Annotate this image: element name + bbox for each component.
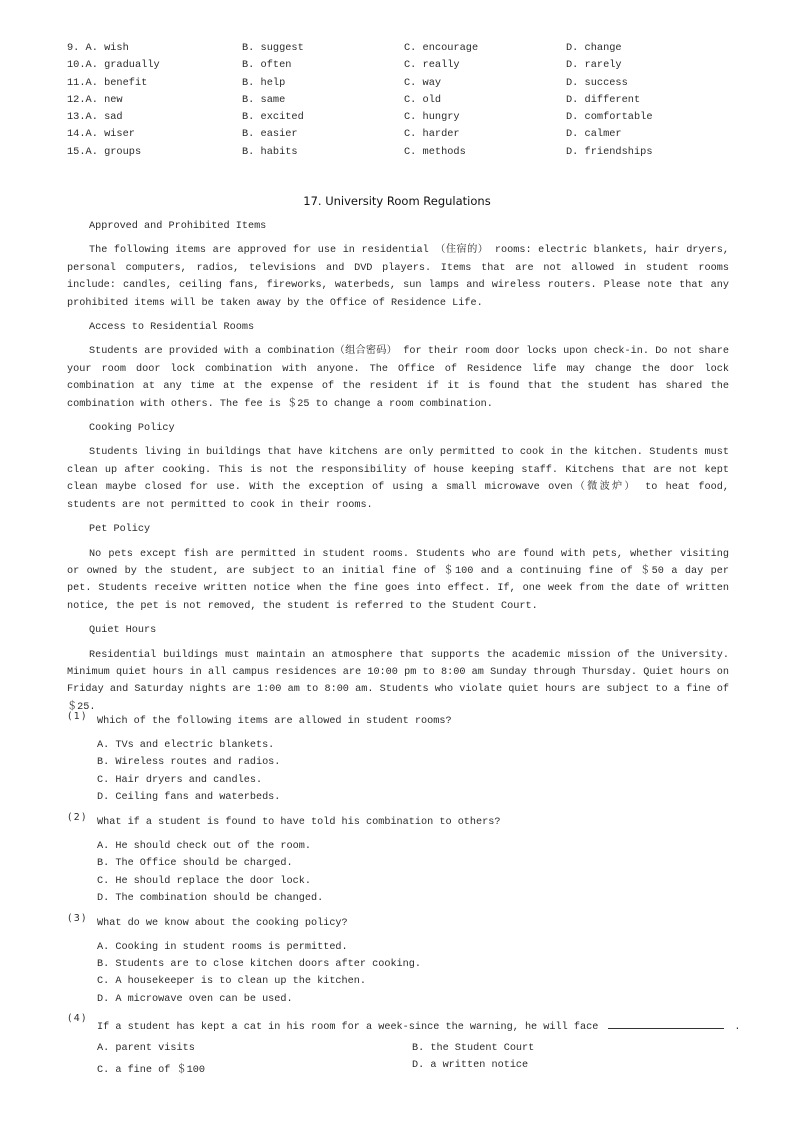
passage-title: 17. University Room Regulations (303, 194, 491, 208)
question-number: (2) (68, 812, 88, 823)
section-paragraph: Students are provided with a combination（组合密码） for their room door locks upon check-in. Do not share your room door lock combination with anyone. The Office of Residence life may change the door lock combination at any time at the expense of the resident if it is found that the student has shared the combination with others. The fee is ＄25 to change a room combination. (67, 346, 729, 410)
options-row (67, 92, 727, 109)
options-row (67, 144, 727, 161)
option-b: B. help (242, 76, 286, 89)
section-heading: Pet Policy (89, 524, 151, 536)
question-text: What if a student is found to have told his combination to others? (97, 817, 501, 828)
answer-blank[interactable] (608, 1018, 724, 1029)
answer-option[interactable]: A. parent visits (97, 1043, 195, 1054)
answer-option[interactable]: B. Students are to close kitchen doors after cooking. (97, 959, 422, 970)
answer-option[interactable]: C. He should replace the door lock. (97, 876, 311, 887)
options-row (67, 40, 727, 57)
question-text (97, 1018, 740, 1033)
section-paragraph: The following items are approved for use in residential （住宿的） rooms: electric blankets, hair dryers, personal computers, radios, televisions and DVD players. Items that are not allowed in student rooms include: candles, ceiling fans, fireworks, waterbeds, sun lamps and wireless routers. Please note that any prohibited items will be taken away by the Office of Residence Life. (67, 245, 729, 309)
option-c: C. really (404, 59, 460, 72)
answer-option[interactable]: D. A microwave oven can be used. (97, 994, 293, 1005)
answer-option[interactable]: D. Ceiling fans and waterbeds. (97, 792, 281, 803)
option-a: 11.A. benefit (67, 76, 148, 89)
answer-option[interactable]: C. A housekeeper is to clean up the kitchen. (97, 976, 366, 987)
section-heading: Quiet Hours (89, 625, 157, 637)
section-heading: Access to Residential Rooms (89, 322, 255, 334)
option-c: C. hungry (404, 111, 460, 124)
section-paragraph: No pets except fish are permitted in student rooms. Students who are found with pets, whether visiting or owned by the student, are subject to an initial fine of ＄100 and a continuing fine of ＄50 a day per pet. Students receive written notice when the fine goes into effect. If, one week from the date of written notice, the pet is not removed, the student is referred to the Student Court. (67, 548, 729, 612)
answer-option[interactable]: D. The combination should be changed. (97, 893, 324, 904)
option-d: D. rarely (566, 59, 622, 72)
option-d: D. change (566, 42, 622, 54)
section-paragraph: Students living in buildings that have kitchens are only permitted to cook in the kitchen. Students must clean up after cooking. This is not the responsibility of house keeping staff. Kitchens that are not kept clean maybe closed for use. With the exception of using a small microwave oven（微波炉） to heat food, students are not permitted to cook in their rooms. (67, 447, 729, 511)
answer-option[interactable]: B. The Office should be charged. (97, 858, 293, 869)
option-c: C. harder (404, 128, 460, 141)
option-c: C. methods (404, 145, 466, 158)
option-c: C. way (404, 76, 442, 89)
question-text: Which of the following items are allowed in student rooms? (97, 716, 452, 727)
answer-option[interactable]: A. He should check out of the room. (97, 841, 311, 852)
options-row (67, 75, 727, 92)
section-heading: Approved and Prohibited Items (89, 221, 267, 232)
answer-option[interactable]: C. a fine of ＄100 (97, 1065, 206, 1076)
passage-body (67, 218, 729, 723)
option-d: D. comfortable (566, 111, 653, 124)
option-a: 12.A. new (67, 93, 123, 106)
answer-option[interactable]: B. the Student Court (412, 1043, 535, 1054)
option-b: B. same (242, 93, 286, 106)
section-heading: Cooking Policy (89, 423, 175, 435)
option-b: B. suggest (242, 42, 304, 54)
question-number: (3) (68, 913, 88, 924)
options-row (67, 57, 727, 74)
option-b: B. easier (242, 128, 298, 141)
question-text-label: If a student has kept a cat in his room for a week-since the warning, he will face (97, 1022, 599, 1033)
answer-option[interactable]: A. Cooking in student rooms is permitted. (97, 942, 348, 953)
section-paragraph: Residential buildings must maintain an atmosphere that supports the academic mission of the University. Minimum quiet hours in all campus residences are 10:00 pm to 8:00 am Sunday through Thursday. Quiet hours on Friday and Saturday nights are 1:00 am to 8:00 am. Students who violate quiet hours are subject to a fine of ＄25. (67, 649, 729, 713)
option-b: B. habits (242, 145, 298, 158)
option-b: B. often (242, 59, 292, 72)
option-a: 10.A. gradually (67, 59, 160, 72)
option-a: 15.A. groups (67, 145, 142, 158)
options-row (67, 109, 727, 126)
option-a: 9. A. wish (67, 42, 129, 54)
answer-option[interactable]: B. Wireless routes and radios. (97, 757, 281, 768)
option-a: 13.A. sad (67, 111, 123, 124)
cloze-options-table (67, 40, 727, 161)
answer-option[interactable]: A. TVs and electric blankets. (97, 740, 275, 751)
option-a: 14.A. wiser (67, 128, 135, 141)
option-d: D. different (566, 93, 641, 106)
question-number: (4) (68, 1013, 88, 1024)
option-c: C. encourage (404, 42, 479, 54)
option-d: D. calmer (566, 128, 622, 141)
option-d: D. success (566, 76, 628, 89)
question-text: What do we know about the cooking policy? (97, 918, 348, 929)
option-d: D. friendships (566, 145, 653, 158)
options-row (67, 126, 727, 143)
option-c: C. old (404, 93, 442, 106)
question-end-punct: . (734, 1022, 741, 1033)
answer-option[interactable]: D. a written notice (412, 1060, 529, 1071)
option-b: B. excited (242, 111, 304, 124)
answer-option[interactable]: C. Hair dryers and candles. (97, 775, 263, 786)
question-number: (1) (68, 711, 88, 722)
